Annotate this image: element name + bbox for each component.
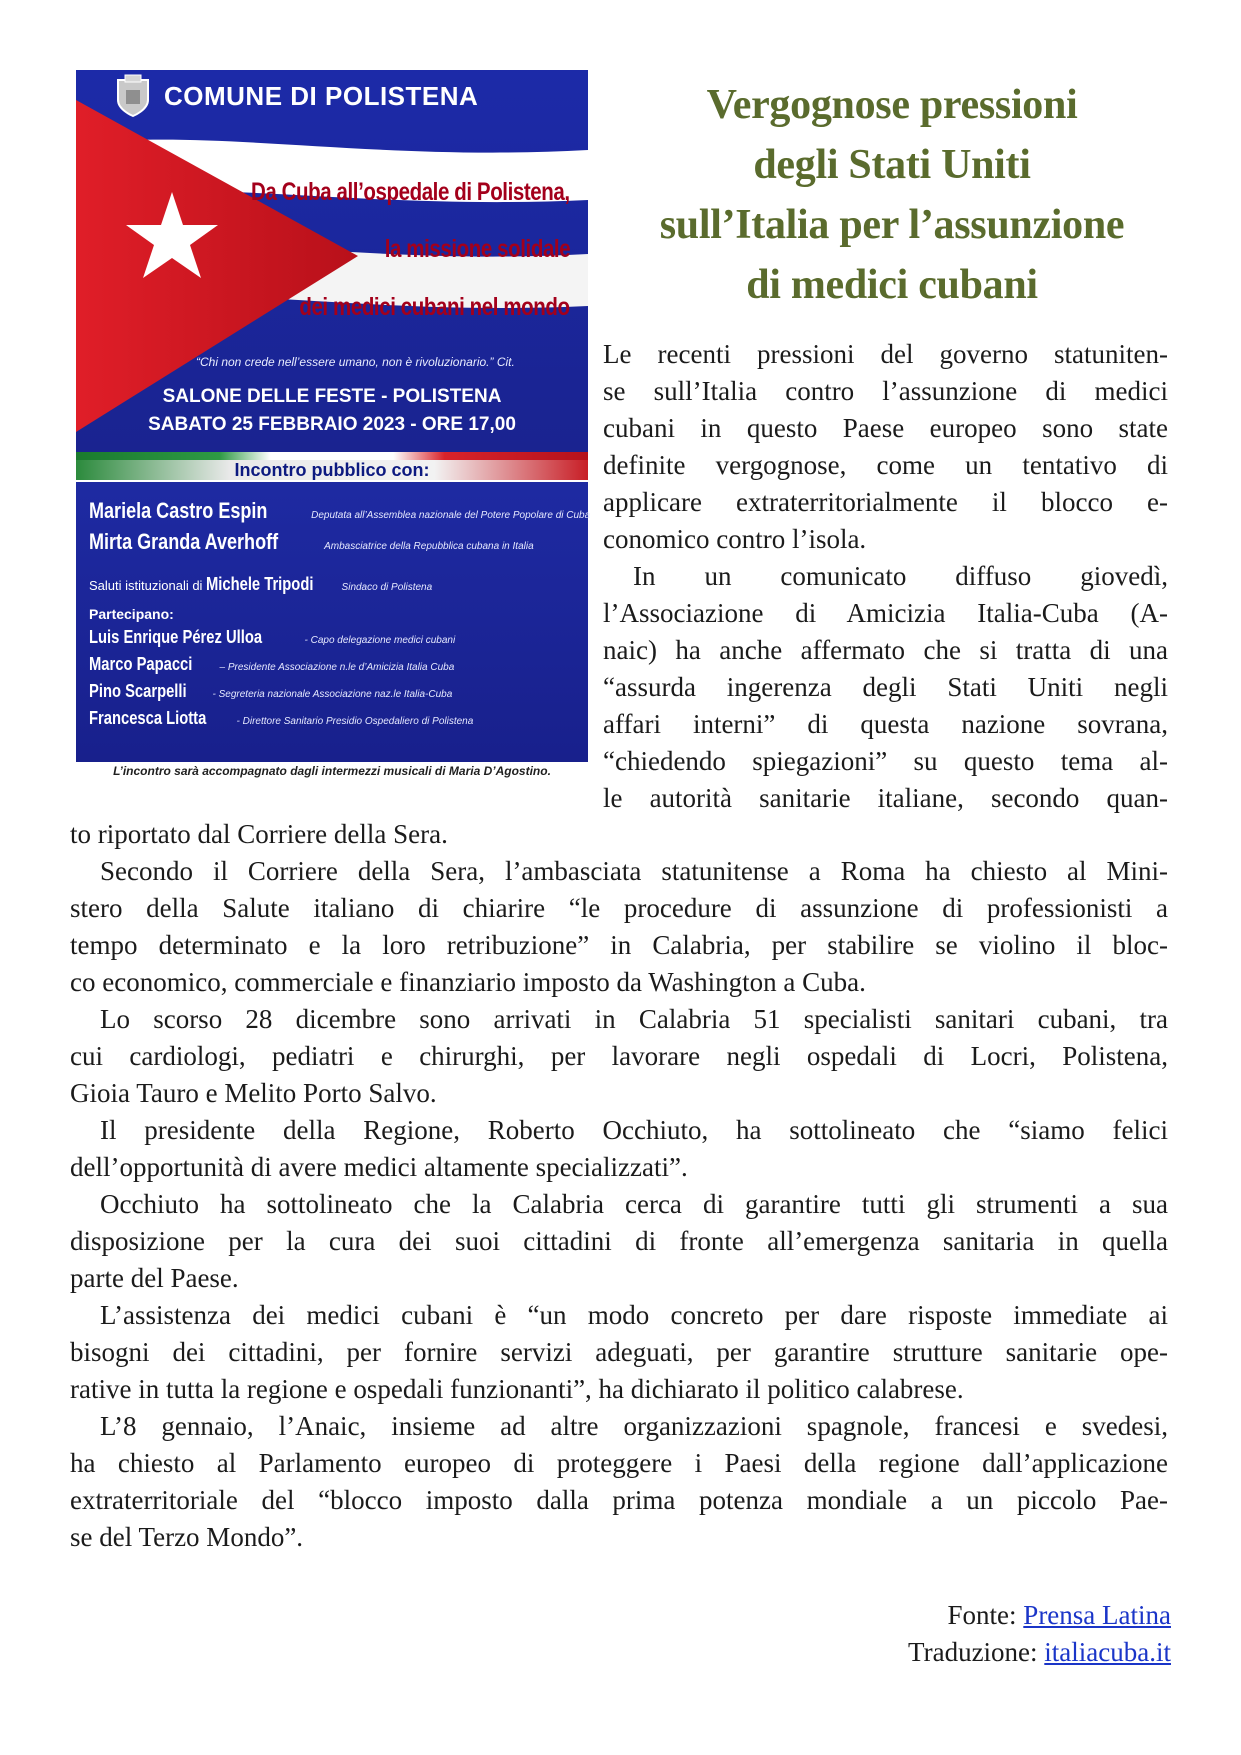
text-line: dell’opportunità di avere medici altamente specializzati”. <box>70 1152 688 1182</box>
saluti-role: Sindaco di Polistena <box>341 582 433 593</box>
title-line: degli Stati Uniti <box>753 142 1031 188</box>
poster-datetime: SABATO 25 FEBBRAIO 2023 - ORE 17,00 <box>148 414 516 435</box>
text-line: cubani in questo Paese europeo sono state <box>603 413 1168 443</box>
participant-name: Marco Papacci <box>89 654 193 674</box>
text-line: tempo determinato e la loro retribuzione” in Calabria, per stabilire se violino il bloc- <box>70 930 1168 960</box>
participant-name: Luis Enrique Pérez Ulloa <box>89 627 263 647</box>
participant-row <box>89 708 473 729</box>
article-title <box>612 75 1172 315</box>
poster-slogan-line-2: la missione solidale <box>384 235 570 263</box>
text-line: to riportato dal Corriere della Sera. <box>70 819 448 849</box>
text-line: In un comunicato diffuso giovedì, <box>633 561 1168 591</box>
paragraph-7 <box>70 1297 1168 1408</box>
source-label: Fonte: <box>947 1600 1024 1630</box>
text-line: Gioia Tauro e Melito Porto Salvo. <box>70 1078 437 1108</box>
text-line: cui cardiologi, pediatri e chirurghi, per lavorare negli ospedali di Locri, Polistena, <box>70 1041 1168 1071</box>
text-line: se sull’Italia contro l’assunzione di medici <box>603 376 1168 406</box>
text-line: applicare extraterritorialmente il blocco e- <box>603 487 1168 517</box>
text-line: disposizione per la cura dei suoi cittadini di fronte all’emergenza sanitaria in quella <box>70 1226 1168 1256</box>
participant-role: – Presidente Associazione n.le d’Amicizia Italia Cuba <box>219 662 455 673</box>
text-line: Le recenti pressioni del governo statuniten- <box>603 339 1168 369</box>
paragraph-1 <box>603 336 1168 558</box>
partecipano-label: Partecipano: <box>89 606 174 622</box>
text-line: “assurda ingerenza degli Stati Uniti negli <box>603 672 1168 702</box>
participant-row <box>89 627 455 648</box>
source-line <box>908 1597 1171 1634</box>
poster-flag-area <box>76 70 588 452</box>
poster-quote: “Chi non crede nell’essere umano, non è rivoluzionario.” Cit. <box>196 355 515 369</box>
text-line: ha chiesto al Parlamento europeo di proteggere i Paesi della regione dall’applicazione <box>70 1448 1168 1478</box>
title-line: di medici cubani <box>746 262 1038 308</box>
paragraph-2-tail <box>70 816 1168 853</box>
text-line: Lo scorso 28 dicembre sono arrivati in Calabria 51 specialisti sanitari cubani, tra <box>100 1004 1168 1034</box>
guest-role: Ambasciatrice della Repubblica cubana in Italia <box>324 541 534 552</box>
saluti-name: Michele Tripodi <box>206 574 314 594</box>
text-line: l’Associazione di Amicizia Italia-Cuba (A- <box>603 598 1168 628</box>
participant-name: Francesca Liotta <box>89 708 207 728</box>
text-line: parte del Paese. <box>70 1263 239 1293</box>
participant-role: - Segreteria nazionale Associazione naz.le Italia-Cuba <box>212 689 453 700</box>
italian-flag-band <box>76 452 588 460</box>
paragraph-6 <box>70 1186 1168 1297</box>
title-line: Vergognose pressioni <box>706 82 1078 128</box>
participant-name: Pino Scarpelli <box>89 681 187 701</box>
translation-line <box>908 1634 1171 1671</box>
guest-role: Deputata all’Assemblea nazionale del Potere Popolare di Cuba <box>311 510 591 521</box>
guest-row <box>89 529 534 555</box>
text-line: definite vergognose, come un tentativo di <box>603 450 1168 480</box>
paragraph-5 <box>70 1112 1168 1186</box>
participant-row <box>89 654 454 675</box>
paragraph-3 <box>70 853 1168 1001</box>
crest-icon <box>114 74 152 118</box>
credits <box>908 1597 1171 1671</box>
saluti-row <box>89 574 432 595</box>
text-line: bisogni dei cittadini, per fornire servizi adeguati, per garantire strutture sanitarie ope- <box>70 1337 1168 1367</box>
text-line: stero della Salute italiano di chiarire “le procedure di assunzione di professionisti a <box>70 893 1168 923</box>
text-line: co economico, commerciale e finanziario imposto da Washington a Cuba. <box>70 967 866 997</box>
poster-guest-list <box>76 482 591 762</box>
text-line: L’8 gennaio, l’Anaic, insieme ad altre organizzazioni spagnole, francesi e svedesi, <box>100 1411 1168 1441</box>
title-line: sull’Italia per l’assunzione <box>659 202 1125 248</box>
poster-comune: COMUNE DI POLISTENA <box>164 81 479 111</box>
text-line: naic) ha anche affermato che si tratta di una <box>603 635 1168 665</box>
text-line: extraterritoriale del “blocco imposto dalla prima potenza mondiale a un piccolo Pae- <box>70 1485 1168 1515</box>
source-link[interactable]: Prensa Latina <box>1023 1600 1171 1630</box>
guest-name: Mariela Castro Espin <box>89 498 268 523</box>
text-line: Secondo il Corriere della Sera, l’ambasciata statunitense a Roma ha chiesto al Mini- <box>100 856 1168 886</box>
poster-footer-note: L’incontro sarà accompagnato dagli intermezzi musicali di Maria D’Agostino. <box>113 764 551 778</box>
saluti-prefix: Saluti istituzionali di <box>89 578 207 593</box>
text-line: affari interni” di questa nazione sovrana, <box>603 709 1168 739</box>
translation-link[interactable]: italiacuba.it <box>1044 1637 1171 1667</box>
text-line: Il presidente della Regione, Roberto Occhiuto, ha sottolineato che “siamo felici <box>100 1115 1168 1145</box>
participant-role: - Direttore Sanitario Presidio Ospedaliero di Polistena <box>236 716 474 727</box>
text-line: Occhiuto ha sottolineato che la Calabria cerca di garantire tutti gli strumenti a sua <box>100 1189 1168 1219</box>
text-line: L’assistenza dei medici cubani è “un modo concreto per dare risposte immediate ai <box>100 1300 1168 1330</box>
text-line: conomico contro l’isola. <box>603 524 867 554</box>
paragraph-8 <box>70 1408 1168 1556</box>
poster-slogan-line-3: dei medici cubani nel mondo <box>299 293 570 321</box>
paragraph-4 <box>70 1001 1168 1112</box>
translation-label: Traduzione: <box>908 1637 1045 1667</box>
guest-row <box>89 498 590 524</box>
poster-slogan-line-1: Da Cuba all’ospedale di Polistena, <box>251 178 570 206</box>
text-line: rative in tutta la regione e ospedali funzionanti”, ha dichiarato il politico calabrese. <box>70 1374 964 1404</box>
poster-venue: SALONE DELLE FESTE - POLISTENA <box>162 386 502 407</box>
event-poster <box>76 70 591 786</box>
text-line: se del Terzo Mondo”. <box>70 1522 304 1552</box>
text-line: “chiedendo spiegazioni” su questo tema al- <box>603 746 1168 776</box>
poster-incontro-heading: Incontro pubblico con: <box>234 460 430 480</box>
participant-role: - Capo delegazione medici cubani <box>304 635 456 646</box>
text-line: le autorità sanitarie italiane, secondo quan- <box>603 783 1168 813</box>
guest-name: Mirta Granda Averhoff <box>89 529 279 554</box>
participant-row <box>89 681 452 702</box>
paragraph-2 <box>603 558 1168 817</box>
